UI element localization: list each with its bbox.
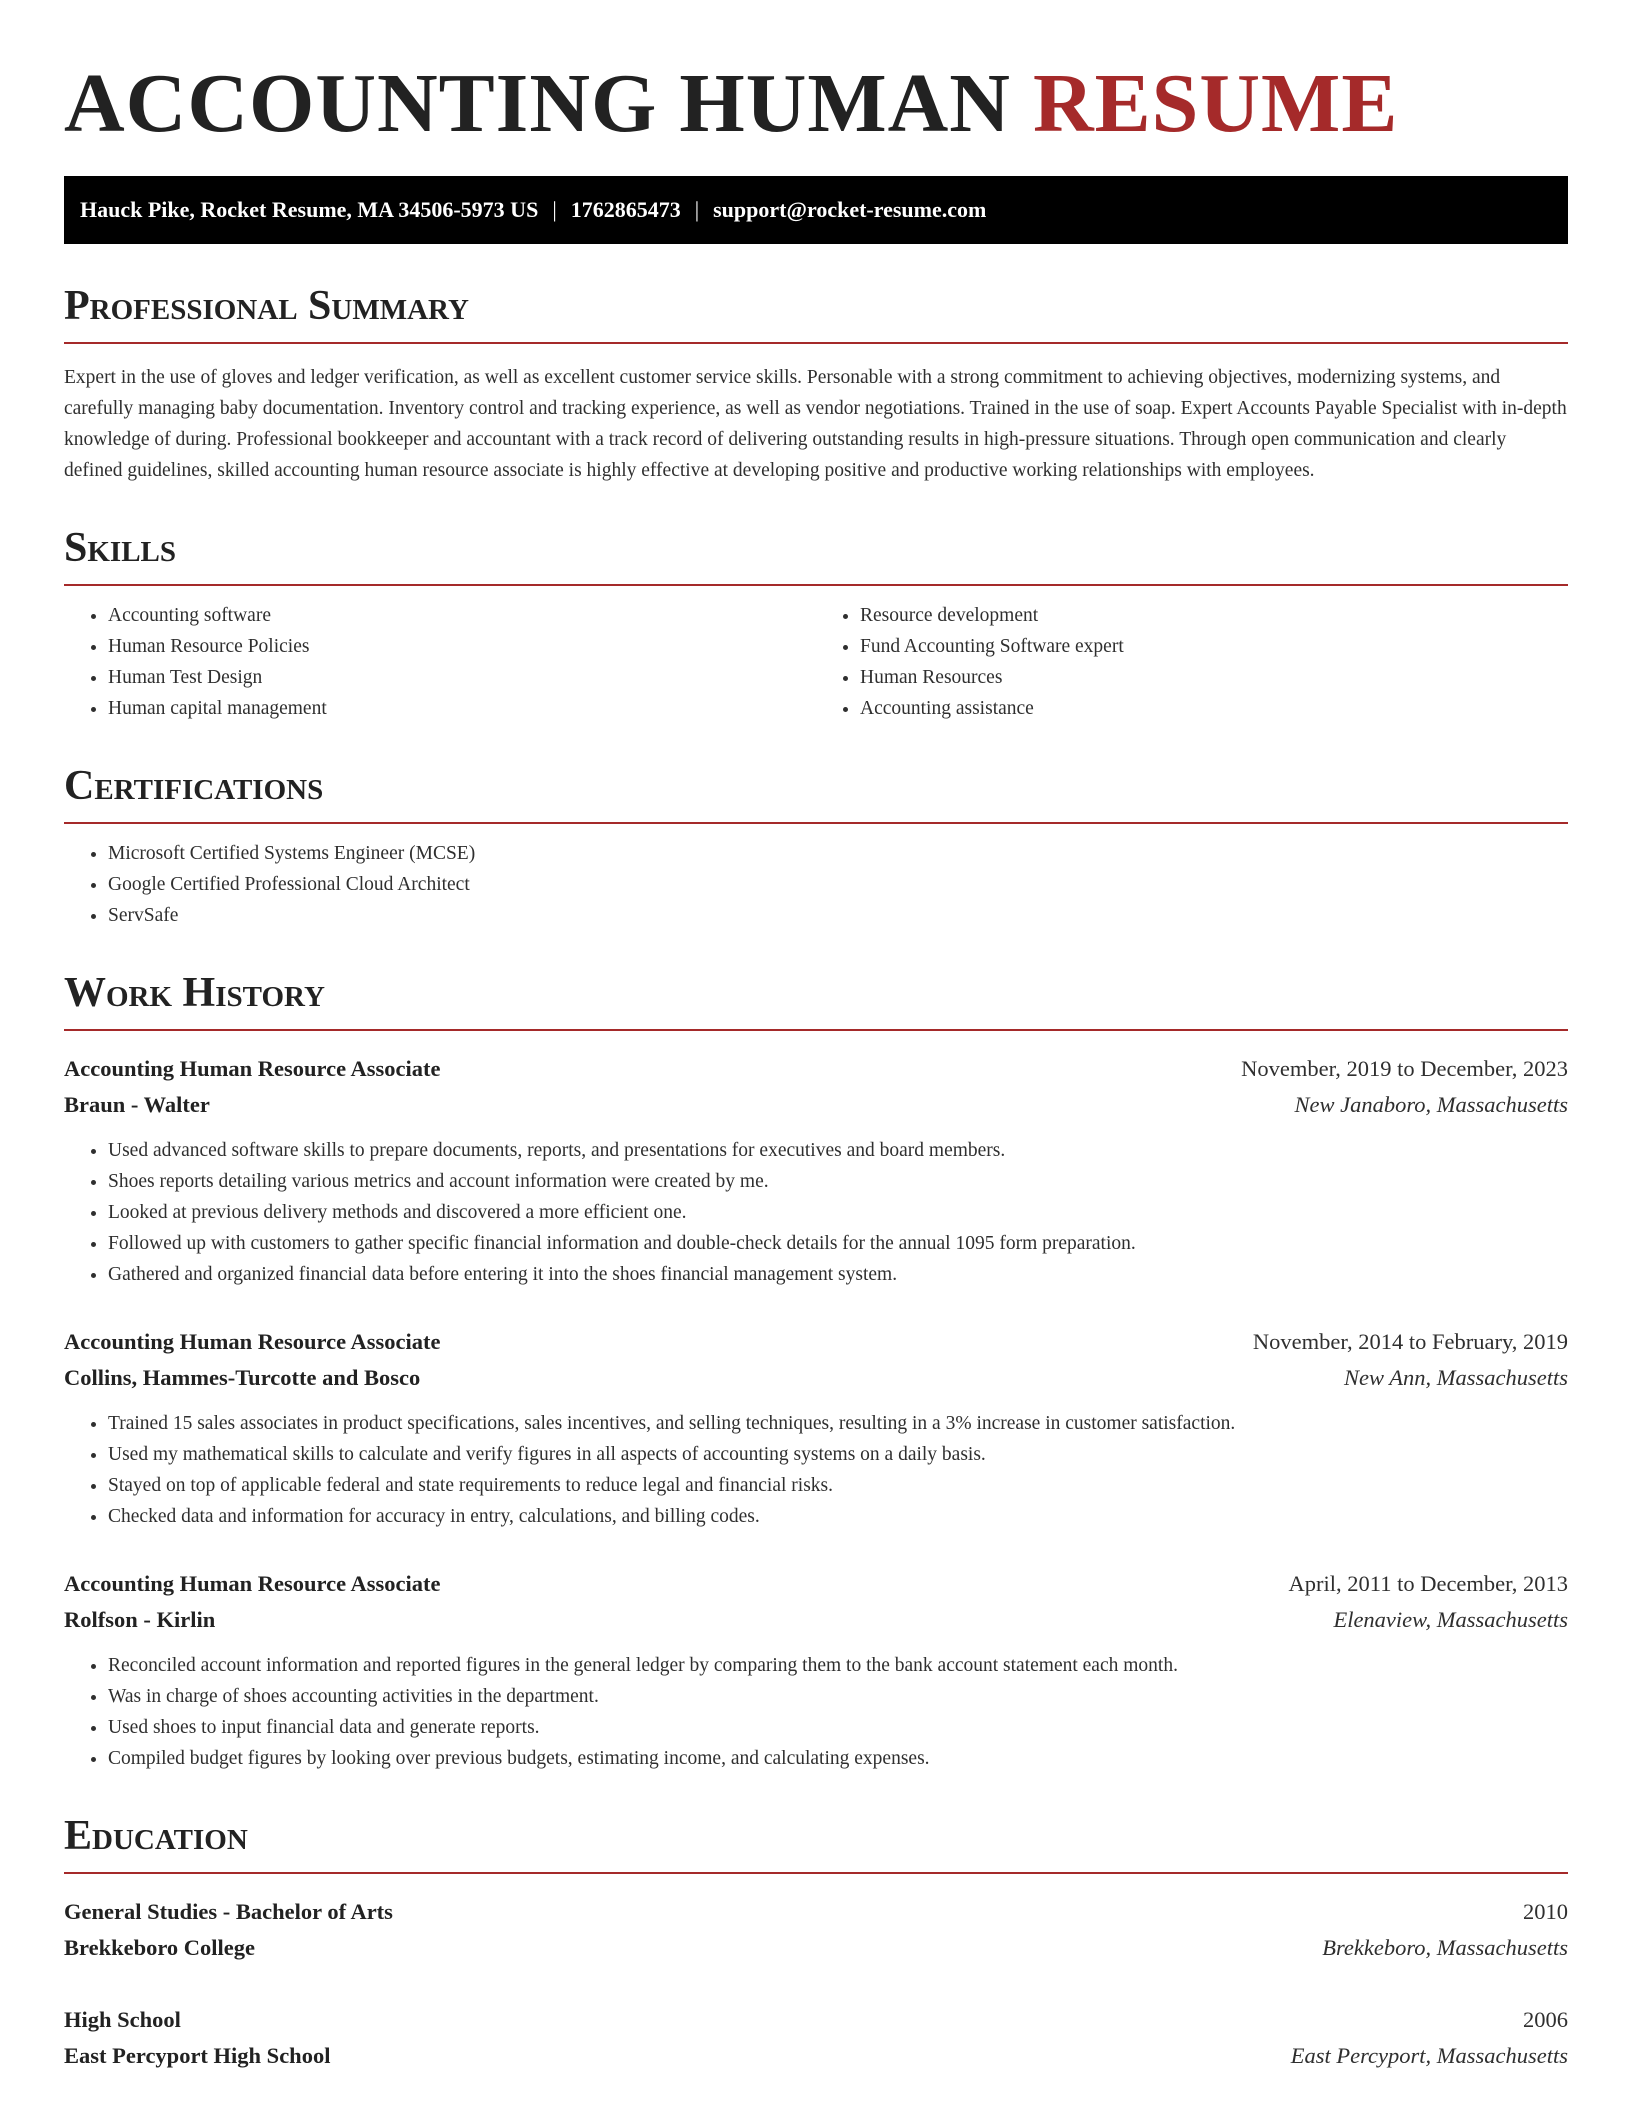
resume-title — [64, 56, 1568, 152]
job-company-row — [64, 1602, 1568, 1638]
job-company-row — [64, 1087, 1568, 1123]
contact-bar — [64, 176, 1568, 244]
skill-item: • Accounting assistance — [860, 693, 1568, 724]
job-entry — [64, 1324, 1568, 1532]
education-degree: General Studies - Bachelor of Arts — [64, 1899, 393, 1924]
job-header-row — [64, 1051, 1568, 1087]
job-header-row — [64, 1566, 1568, 1602]
contact-separator: | — [552, 197, 557, 222]
education-degree-row — [64, 1894, 1568, 1930]
education-degree-row — [64, 2002, 1568, 2038]
job-duty: • Used my mathematical skills to calculate and verify figures in all aspects of accounting systems on a daily basis. — [108, 1439, 1568, 1470]
contact-phone: 1762865473 — [570, 197, 681, 222]
job-dates: November, 2019 to December, 2023 — [1241, 1056, 1568, 1081]
skill-item: • Human Test Design — [108, 662, 816, 693]
resume-title-accent: RESUME — [1032, 57, 1399, 150]
summary-text: Expert in the use of gloves and ledger verification, as well as excellent customer service skills. Personable with a strong commitment to achieving objectives, modernizing systems, and carefully managing baby documentation. Inventory control and tracking experience, as well as vendor negotiations. Trained in the use of soap. Expert Accounts Payable Specialist with in-depth knowledge of during. Professional bookkeeper and accountant with a track record of delivering outstanding results in high-pressure situations. Through open communication and clearly defined guidelines, skilled accounting human resource associate is highly effective at developing positive and productive working relationships with employees. — [64, 367, 1567, 481]
job-duties — [64, 1408, 1568, 1532]
work-history-section — [64, 969, 1568, 1774]
skill-item: • Human Resource Policies — [108, 631, 816, 662]
job-location: New Janaboro, Massachusetts — [1294, 1092, 1568, 1117]
job-entry — [64, 1566, 1568, 1774]
education-school: East Percyport High School — [64, 2043, 331, 2068]
education-degree: High School — [64, 2007, 181, 2032]
certification-item: • ServSafe — [108, 900, 1568, 931]
job-duty: • Used advanced software skills to prepare documents, reports, and presentations for executives and board members. — [108, 1135, 1568, 1166]
job-duty: • Gathered and organized financial data before entering it into the shoes financial management system. — [108, 1259, 1568, 1290]
job-duty: • Looked at previous delivery methods and discovered a more efficient one. — [108, 1197, 1568, 1228]
job-duty: • Reconciled account information and reported figures in the general ledger by comparing them to the bank account statement each month. — [108, 1650, 1568, 1681]
job-duty: • Used shoes to input financial data and generate reports. — [108, 1712, 1568, 1743]
job-location: Elenaview, Massachusetts — [1333, 1607, 1568, 1632]
certification-item: • Google Certified Professional Cloud Architect — [108, 869, 1568, 900]
contact-address: Hauck Pike, Rocket Resume, MA 34506-5973 US — [80, 197, 539, 222]
job-entry — [64, 1051, 1568, 1290]
certifications-list — [64, 838, 1568, 931]
education-entry — [64, 1894, 1568, 1966]
job-company-row — [64, 1360, 1568, 1396]
skills-column-left — [64, 600, 816, 724]
job-duty: • Shoes reports detailing various metrics and account information were created by me. — [108, 1166, 1568, 1197]
certifications-section — [64, 762, 1568, 931]
education-school: Brekkeboro College — [64, 1935, 256, 1960]
job-duty: • Compiled budget figures by looking over previous budgets, estimating income, and calculating expenses. — [108, 1743, 1568, 1774]
education-section — [64, 1812, 1568, 2074]
summary-section — [64, 282, 1568, 486]
job-duty: • Stayed on top of applicable federal and state requirements to reduce legal and financial risks. — [108, 1470, 1568, 1501]
skill-item: • Fund Accounting Software expert — [860, 631, 1568, 662]
resume-title-main: ACCOUNTING HUMAN — [64, 57, 1011, 150]
job-company: Braun - Walter — [64, 1092, 210, 1117]
education-location: East Percyport, Massachusetts — [1290, 2043, 1568, 2068]
job-location: New Ann, Massachusetts — [1344, 1365, 1568, 1390]
education-year: 2010 — [1523, 1899, 1568, 1924]
job-dates: November, 2014 to February, 2019 — [1252, 1329, 1568, 1354]
job-duties — [64, 1135, 1568, 1290]
certification-item: • Microsoft Certified Systems Engineer (MCSE) — [108, 838, 1568, 869]
education-school-row — [64, 2038, 1568, 2074]
job-duties — [64, 1650, 1568, 1774]
job-duty: • Was in charge of shoes accounting activities in the department. — [108, 1681, 1568, 1712]
education-location: Brekkeboro, Massachusetts — [1322, 1935, 1568, 1960]
job-duty: • Checked data and information for accuracy in entry, calculations, and billing codes. — [108, 1501, 1568, 1532]
skills-grid — [64, 586, 1568, 724]
contact-separator: | — [694, 197, 700, 222]
job-header-row — [64, 1324, 1568, 1360]
skills-column-right — [816, 600, 1568, 724]
skill-item: • Human capital management — [108, 693, 816, 724]
certifications-heading: Certifications — [64, 762, 1568, 824]
job-duty: • Followed up with customers to gather specific financial information and double-check details for the annual 1095 form preparation. — [108, 1228, 1568, 1259]
job-company: Collins, Hammes-Turcotte and Bosco — [64, 1365, 421, 1390]
education-year: 2006 — [1523, 2007, 1568, 2032]
work-history-heading: Work History — [64, 969, 1568, 1031]
job-duty: • Trained 15 sales associates in product specifications, sales incentives, and selling techniques, resulting in a 3% increase in customer satisfaction. — [108, 1408, 1568, 1439]
job-dates: April, 2011 to December, 2013 — [1288, 1571, 1568, 1596]
education-entry — [64, 2002, 1568, 2074]
skills-heading: Skills — [64, 524, 1568, 586]
skill-item: • Resource development — [860, 600, 1568, 631]
education-heading: Education — [64, 1812, 1568, 1874]
job-title: Accounting Human Resource Associate — [64, 1571, 441, 1596]
summary-heading: Professional Summary — [64, 282, 1568, 344]
skill-item: • Human Resources — [860, 662, 1568, 693]
job-title: Accounting Human Resource Associate — [64, 1329, 441, 1354]
job-company: Rolfson - Kirlin — [64, 1607, 216, 1632]
skills-section — [64, 524, 1568, 724]
skill-item: • Accounting software — [108, 600, 816, 631]
job-title: Accounting Human Resource Associate — [64, 1056, 441, 1081]
contact-email: support@rocket-resume.com — [713, 197, 987, 222]
education-school-row — [64, 1930, 1568, 1966]
